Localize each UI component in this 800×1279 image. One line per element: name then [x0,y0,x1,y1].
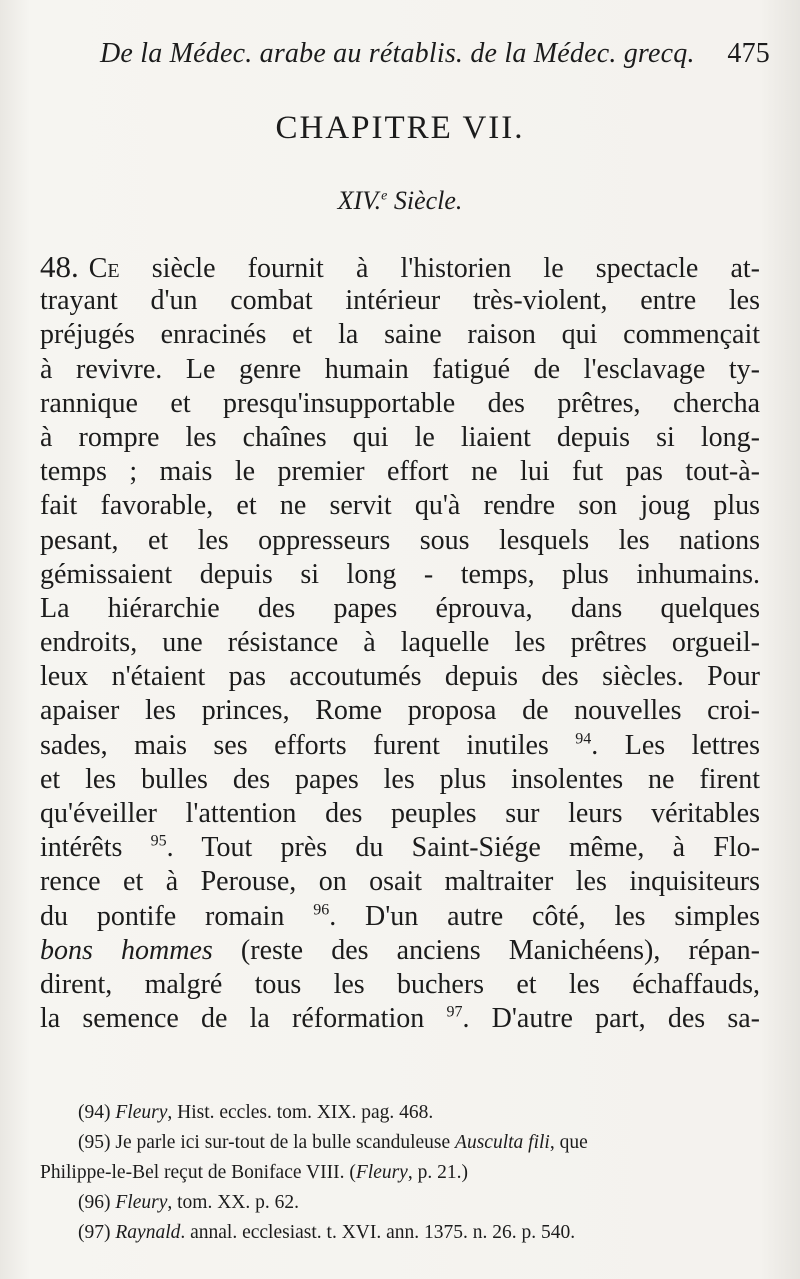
footnote-text: , que [549,1132,588,1153]
text-segment: la semence de la réformation [40,1003,447,1035]
footnote-author: Fleury [115,1192,168,1213]
footnote-94 [40,1098,765,1128]
footnote-author: Raynald [115,1222,181,1243]
text-segment: . D'un autre côté, les simples [329,900,760,932]
text-line [40,729,760,763]
text-line [40,900,760,934]
text-line: à rompre les chaînes qui le liaient depuis si long- [40,421,760,453]
footnote-text: , tom. XX. p. 62. [167,1192,299,1213]
page-number: 475 [727,38,770,69]
text-segment: (reste des anciens Manichéens), répan- [212,934,760,966]
footnote-text: Je parle ici sur-tout de la bulle scanduleuse [110,1132,456,1153]
text-line: leux n'étaient pas accoutumés depuis des siècles. Pour [40,661,760,693]
text-line [40,250,760,284]
text-line [40,934,760,968]
text-segment: du pontife romain [40,900,314,932]
footnote-ref-94[interactable]: 94 [575,730,592,748]
text-line [40,831,760,865]
text-line: dirent, malgré tous les buchers et les échaffauds, [40,968,760,1000]
footnote-text: Philippe-le-Bel reçut de Boniface VIII. ( [40,1162,356,1183]
italic-phrase: bons hommes [40,934,213,966]
footnote-author: Fleury [115,1102,168,1123]
footnote-ref-96[interactable]: 96 [313,901,330,919]
running-head [100,38,780,70]
footnote-text: , Hist. eccles. tom. XIX. pag. 468. [167,1102,434,1123]
footnote-text: . annal. ecclesiast. t. XVI. ann. 1375. n. 26. p. 540. [180,1222,576,1243]
text-line: gémissaient depuis si long - temps, plus inhumains. [40,558,760,590]
text-line: à revivre. Le genre humain fatigué de l'esclavage ty- [40,353,760,385]
text-line: rannique et presqu'insupportable des prêtres, chercha [40,387,760,419]
footnote-ref-95[interactable]: 95 [150,832,167,850]
paragraph-lead: Ce [88,253,120,284]
century-numeral: XIV. [337,186,382,215]
paragraph-48 [40,250,760,1036]
century-sup: e [381,188,388,204]
footnote-mark: (97) [78,1222,111,1243]
chapter-title: CHAPITRE VII. [275,110,525,146]
century-label: Siècle. [393,186,463,215]
text-line: endroits, une résistance à laquelle les prêtres orgueil- [40,627,760,659]
footnote-95-continued [40,1158,765,1188]
text-segment: . Tout près du Saint-Siége même, à Flo- [166,832,760,864]
text-segment: intérêts [40,832,151,864]
footnote-text: , p. 21.) [407,1162,468,1183]
text-line: fait favorable, et ne servit qu'à rendre son joug plus [40,490,760,522]
text-segment: sades, mais ses efforts furent inutiles [40,729,576,761]
text-segment: . Les lettres [591,729,761,761]
footnote-mark: (94) [78,1102,111,1123]
footnote-97 [40,1218,765,1248]
paragraph-number: 48. [40,249,79,284]
footnote-95 [40,1128,765,1158]
text-line: trayant d'un combat intérieur très-violent, entre les [40,285,760,317]
text-line: apaiser les princes, Rome proposa de nouvelles croi- [40,695,760,727]
text-line: préjugés enracinés et la saine raison qui commençait [40,319,760,351]
text-line: rence et à Perouse, on osait maltraiter les inquisiteurs [40,866,760,898]
running-head-title: De la Médec. arabe au rétablis. de la Médec. grecq. [100,38,695,69]
footnote-mark: (96) [78,1192,111,1213]
text-line [40,1002,760,1036]
text-line: La hiérarchie des papes éprouva, dans quelques [40,592,760,624]
text-segment: siècle fournit à l'historien le spectacle at- [119,253,760,284]
footnote-ref-97[interactable]: 97 [446,1003,463,1021]
text-line: pesant, et les oppresseurs sous lesquels les nations [40,524,760,556]
footnote-mark: (95) [78,1132,111,1153]
text-line: temps ; mais le premier effort ne lui fut pas tout-à- [40,456,760,488]
text-line: qu'éveiller l'attention des peuples sur leurs véritables [40,798,760,829]
century-heading [0,186,800,216]
text-segment: . D'autre part, des sa- [462,1003,760,1035]
text-line: et les bulles des papes les plus insolentes ne firent [40,763,760,795]
footnote-96 [40,1188,765,1218]
footnote-italic: Ausculta fili [455,1132,550,1153]
footnote-author: Fleury [355,1162,408,1183]
footnotes [40,1098,765,1248]
